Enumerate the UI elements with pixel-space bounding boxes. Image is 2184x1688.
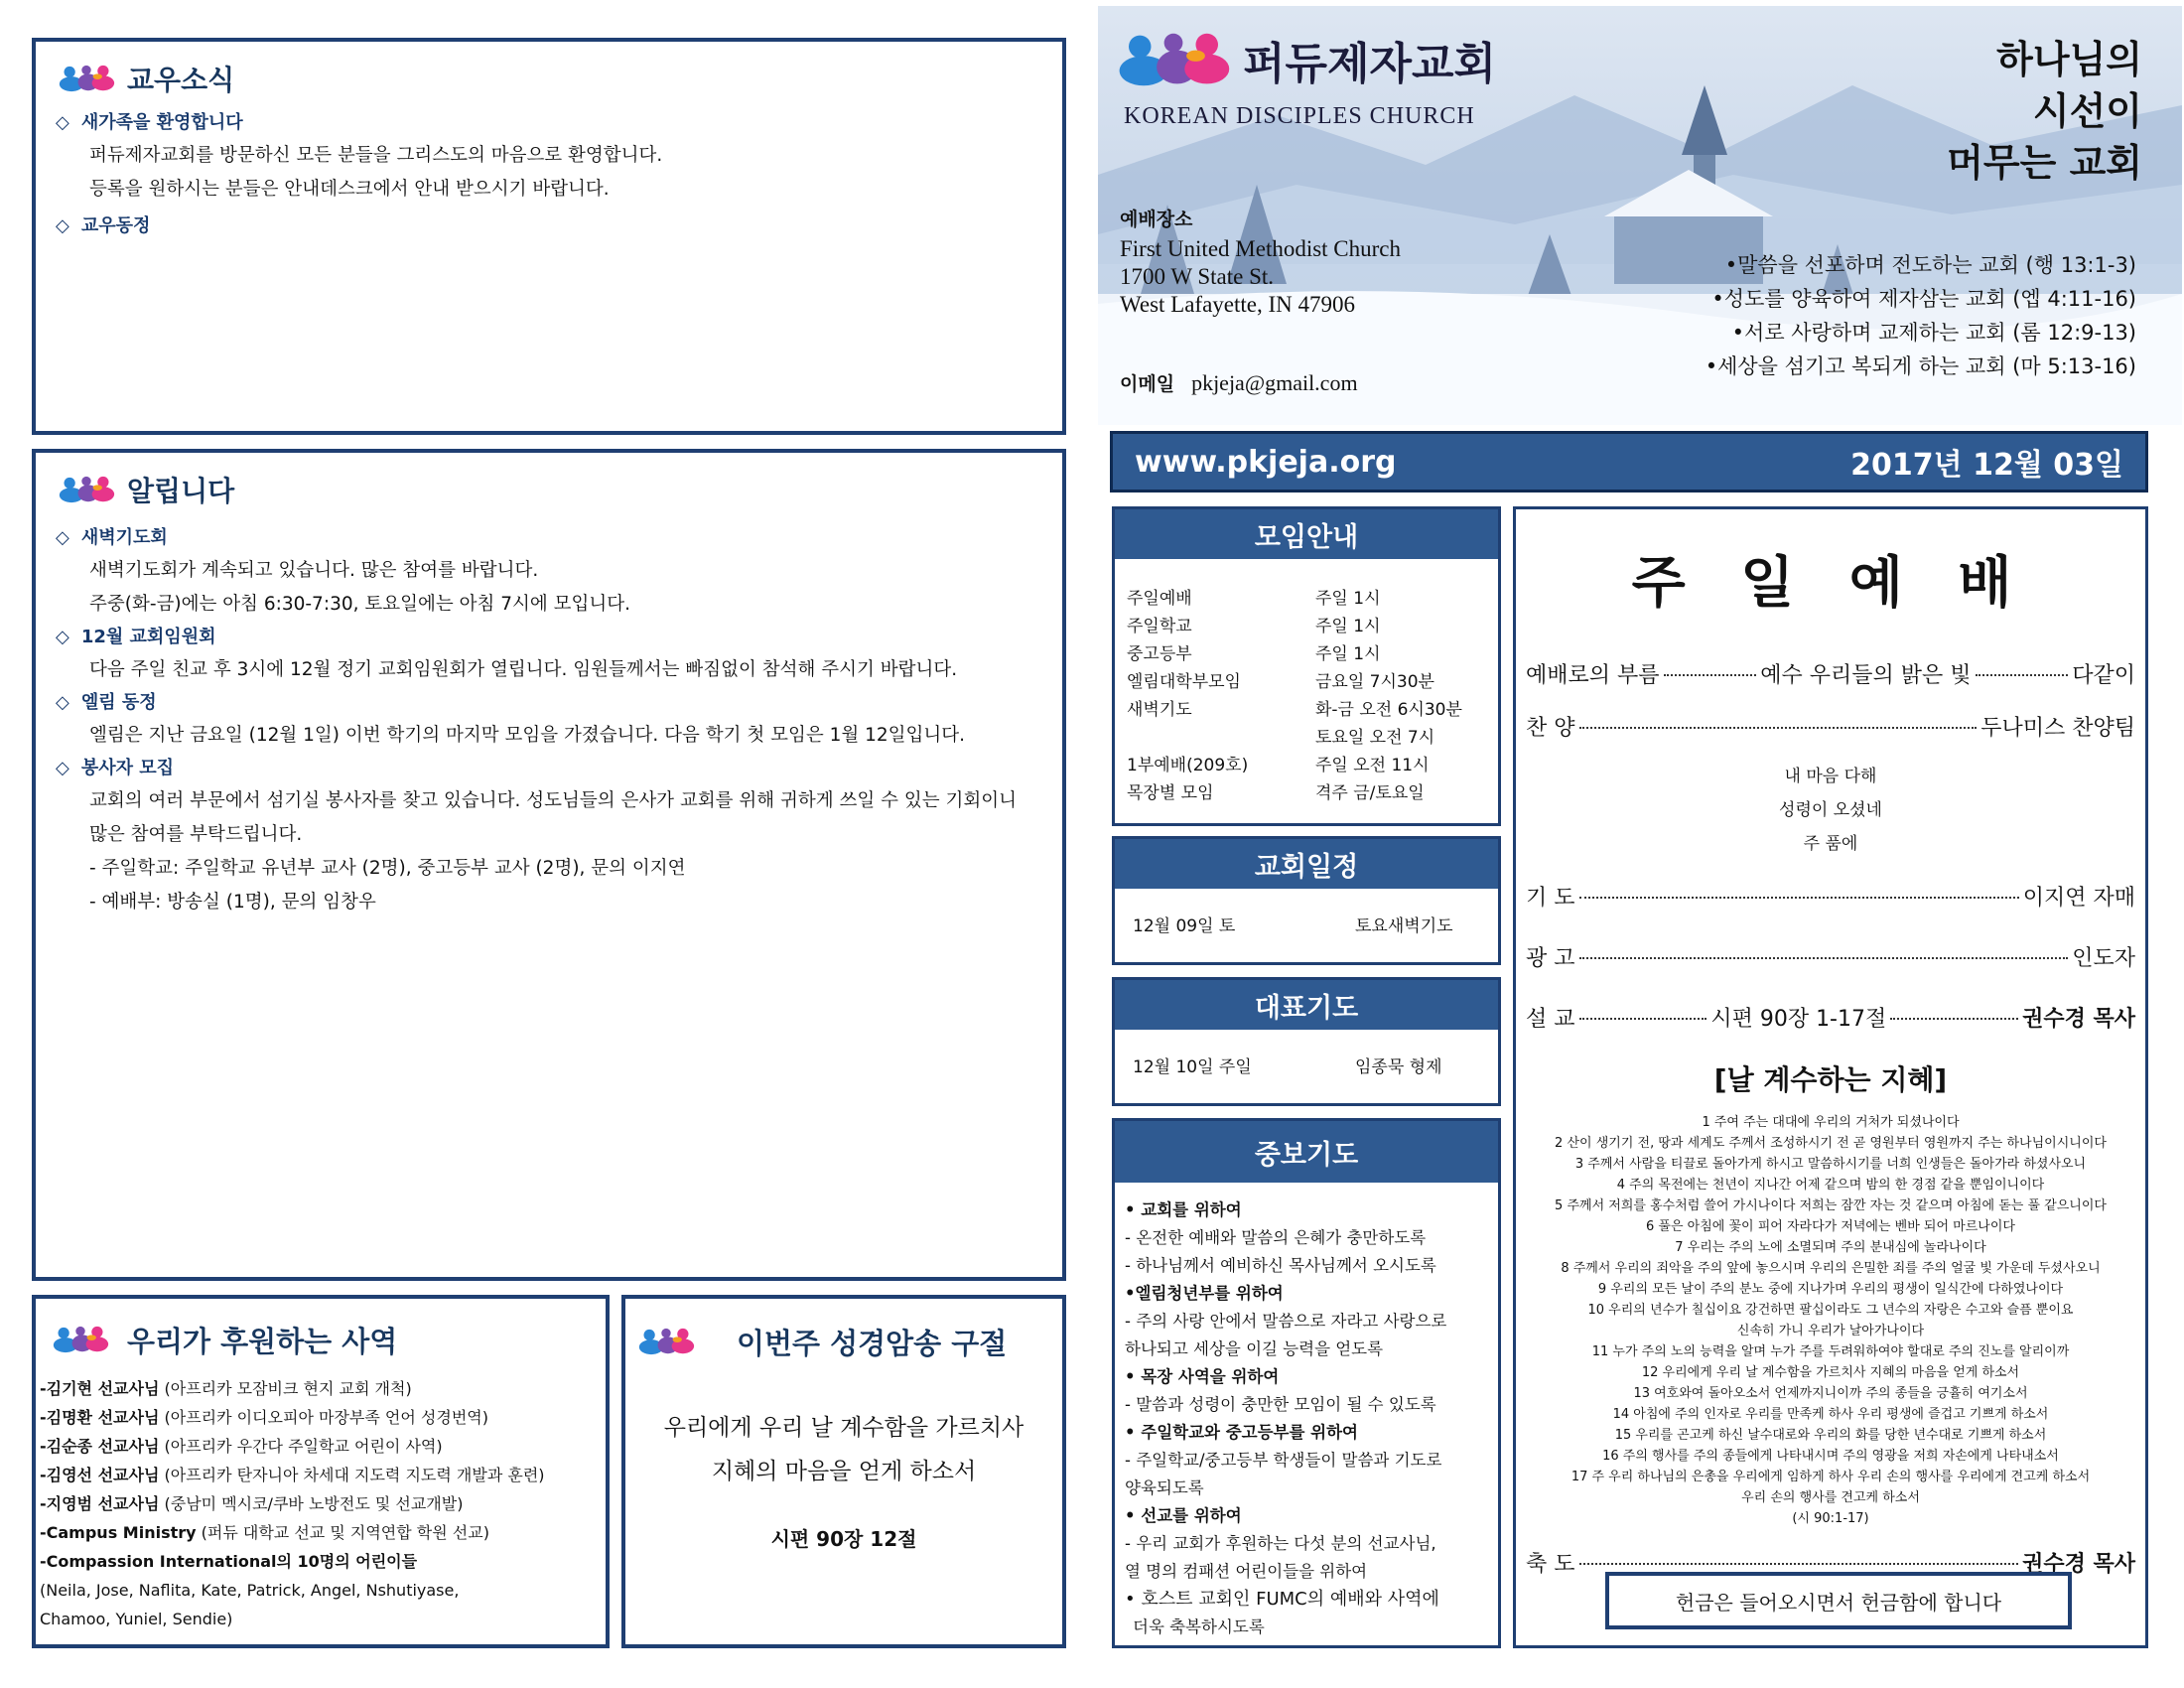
location-line: 1700 W State St. [1120, 264, 1275, 289]
church-logo-icon [1114, 30, 1233, 89]
intercession-line: 열 명의 컴패션 어린이들을 위하여 [1125, 1562, 1368, 1581]
intercession-head: • 선교를 위하여 [1125, 1506, 1242, 1525]
missions-title-row [40, 1315, 602, 1364]
intercession-head: • 교회를 위하여 [1125, 1200, 1242, 1219]
offering-note: 헌금은 들어오시면서 헌금함에 합니다 [1605, 1572, 2072, 1629]
website-date-bar [1110, 431, 2148, 492]
meeting-row: 1부예배(209호) 주일 오전 11시 [1127, 756, 1430, 775]
email-label: 이메일 [1120, 373, 1175, 395]
schedule-row: 12월 09일 토 토요새벽기도 [1133, 916, 1453, 936]
mission-item: -Campus Ministry (퍼듀 대학교 선교 및 지역연합 학원 선교) [40, 1523, 489, 1542]
order-sermon: 설 교 시편 90장 1-17절 권수경 목사 [1526, 1007, 2135, 1032]
church-name-kr: 퍼듀제자교회 [1243, 39, 1497, 89]
intercession-line: - 우리 교회가 후원하는 다섯 분의 선교사님, [1125, 1534, 1436, 1553]
memory-ref: 시편 90장 12절 [770, 1527, 917, 1551]
memory-title-row [635, 1317, 1052, 1366]
meeting-row: 새벽기도 화-금 오전 6시30분 [1127, 700, 1462, 720]
sermon-title: [날 계수하는 지혜] [1713, 1063, 1948, 1096]
email-link[interactable]: pkjeja@gmail.com [1191, 370, 1358, 395]
mission-item: -김순종 선교사님 (아프리카 우간다 주일학교 어린이 사역) [40, 1437, 443, 1456]
news-title: 교우소식 [127, 64, 235, 96]
vision-item: •서로 사랑하며 교제하는 교회 (롬 12:9-13) [1731, 321, 2136, 345]
notice-item-head: ◇ 봉사자 모집 [56, 753, 1042, 784]
motto [1947, 34, 2142, 189]
notice-item-line: 엘림은 지난 금요일 (12월 1일) 이번 학기의 마지막 모임을 가졌습니다. 다음 학기 첫 모임은 1월 12일입니다. [89, 725, 965, 746]
notice-item-line: 다음 주일 친교 후 3시에 12월 정기 교회임원회가 열립니다. 임원들께서는 빠짐없이 참석해 주시기 바랍니다. [89, 659, 958, 680]
rep-prayer-section [1112, 977, 1501, 1106]
memory-line: 지혜의 마음을 얻게 하소서 [711, 1459, 977, 1484]
motto-line: 하나님의 [1996, 38, 2142, 81]
vision-item: •성도를 양육하여 제자삼는 교회 (엡 4:11-16) [1711, 287, 2136, 311]
notice-item-head: ◇ 12월 교회임원회 [56, 622, 1042, 653]
order-praise: 찬 양 두나미스 찬양팀 [1526, 716, 2135, 741]
mission-children: Chamoo, Yuniel, Sendie) [40, 1610, 233, 1628]
order-call-to-worship: 예배로의 부름 예수 우리들의 밝은 빛 다같이 [1526, 663, 2135, 688]
intercession-line: - 주의 사랑 안에서 말씀으로 자라고 사랑으로 [1125, 1312, 1447, 1331]
email-block [1120, 369, 1358, 396]
church-name-en: KOREAN DISCIPLES CHURCH [1124, 103, 1475, 129]
missions-section [32, 1295, 610, 1648]
meeting-row: 주일예배 주일 1시 [1127, 589, 1381, 609]
notice-item-line: - 예배부: 방송실 (1명), 문의 임창우 [89, 892, 376, 913]
order-prayer: 기 도 이지연 자매 [1526, 886, 2135, 911]
rep-prayer-row: 12월 10일 주일 임종묵 형제 [1133, 1057, 1442, 1077]
church-logo-block [1114, 28, 1496, 91]
vision-item: •말씀을 선포하며 전도하는 교회 (행 13:1-3) [1724, 253, 2136, 277]
bulletin-date: 2017년 12월 03일 [1850, 448, 2123, 483]
schedule-section [1112, 836, 1501, 965]
notice-item-line: 교회의 여러 부문에서 섬기실 봉사자를 찾고 있습니다. 성도님들의 은사가 교회를 위해 귀하게 쓰일 수 있는 기회이니 [89, 790, 1018, 811]
intercession-line: • 호스트 교회인 FUMC의 예배와 사역에 [1125, 1589, 1439, 1610]
website-link[interactable]: www.pkjeja.org [1135, 444, 1397, 480]
notice-item-line: 새벽기도회가 계속되고 있습니다. 많은 참여를 바랍니다. [89, 560, 539, 581]
mission-item: -김영선 선교사님 (아프리카 탄자니아 차세대 지도력 지도력 개발과 훈련) [40, 1466, 545, 1484]
meetings-title: 모임안내 [1115, 509, 1498, 559]
church-logo-icon [56, 64, 117, 93]
intercession-title: 중보기도 [1115, 1121, 1498, 1183]
news-item-line: 등록을 원하시는 분들은 안내데스크에서 안내 받으시기 바랍니다. [89, 179, 610, 200]
vision-list [1706, 248, 2136, 383]
location-block [1120, 205, 1401, 319]
location-line: First United Methodist Church [1120, 236, 1402, 261]
intercession-line: 더욱 축복하시도록 [1133, 1618, 1265, 1636]
rep-prayer-title: 대표기도 [1115, 980, 1498, 1030]
mission-item: -김명환 선교사님 (아프리카 이디오피아 마장부족 언어 성경번역) [40, 1408, 488, 1427]
song-title: 성령이 오셨네 [1779, 800, 1882, 820]
vision-item: •세상을 섬기고 복되게 하는 교회 (마 5:13-16) [1705, 354, 2136, 378]
intercession-head: • 주일학교와 중고등부를 위하여 [1125, 1423, 1358, 1442]
notice-item-line: 주중(화-금)에는 아침 6:30-7:30, 토요일에는 아침 7시에 모입니다. [89, 594, 630, 615]
notice-item-head: ◇ 엘림 동정 [56, 687, 1042, 719]
mission-item: -김기현 선교사님 (아프리카 모잠비크 현지 교회 개척) [40, 1379, 412, 1398]
meeting-row: 엘림대학부모임 금요일 7시30분 [1127, 672, 1434, 692]
intercession-line: 하나되고 세상을 이길 능력을 얻도록 [1125, 1339, 1384, 1358]
worship-title: 주 일 예 배 [1631, 551, 2030, 616]
church-logo-icon [56, 475, 117, 504]
location-line: West Lafayette, IN 47906 [1120, 292, 1356, 317]
intercession-head: •엘림청년부를 위하여 [1125, 1284, 1284, 1303]
intercession-line: - 온전한 예배와 말씀의 은혜가 충만하도록 [1125, 1228, 1427, 1247]
memory-verse-section [621, 1295, 1066, 1648]
news-item-head: ◇ 교우동정 [56, 211, 1042, 242]
intercession-line: - 말씀과 성령이 충만한 모임이 될 수 있도록 [1125, 1395, 1436, 1414]
song-title: 주 품에 [1803, 834, 1858, 854]
notice-item-line: 많은 참여를 부탁드립니다. [89, 824, 303, 845]
intercession-head: • 목장 사역을 위하여 [1125, 1367, 1280, 1386]
meeting-row: 중고등부 주일 1시 [1127, 644, 1381, 664]
psalm-text: 1 주여 주는 대대에 우리의 거처가 되셨나이다 2 산이 생기기 전, 땅과 세계도 주께서 조성하시기 전 곧 영원부터 영원까지 주는 하나님이시니이다 3 주께서 사람을 티끌로 돌아가게 하시고 말씀하시기를 너희 인생들은 돌아가라 하셨사오니 4 주의 목전에는 천년이 지나간 어제 같으며 밤의 한 경점 같을 뿐임이니이다 5 주께서 저희를 홍수처럼 쓸어 가시나이다 저희는 잠깐 자는 것 같으며 아침에 돋는 풀 같으니이다 6 풀은 아침에 꽃이 피어 자라다가 저녁에는 벤바 되어 마르나이다 7 우리는 주의 노에 소멸되며 주의 분내심에 놀라나이다 8 주께서 우리의 죄악을 주의 앞에 놓으시며 우리의 은밀한 죄를 주의 얼굴 빛 가운데 두셨사오니 9 우리의 모든 날이 주의 분노 중에 지나가며 우리의 평생이 일식간에 다하였나이다 10 우리의 년수가 칠십이요 강건하면 팔십이라도 그 년수의 자랑은 수고와 슬픔 뿐이요 신속히 가니 우리가 날아가나이다 11 누가 주의 노의 능력을 알며 누가 주를 두려워하여야 할대로 주의 진노를 알리이까 12 우리에게 우리 날 계수함을 가르치사 지혜의 마음을 얻게 하소서 13 여호와여 돌아오소서 언제까지니이까 주의 종들을 긍휼히 여기소서 14 아침에 주의 인자로 우리를 만족케 하사 우리 평생에 즐겁고 기쁘게 하소서 15 우리를 곤고케 하신 날수대로와 우리의 화를 당한 년수대로 기쁘게 하소서 16 주의 행사를 주의 종들에게 나타내시며 주의 영광을 저희 자손에게 나타내소서 17 주 우리 하나님의 은총을 우리에게 임하게 하사 우리 손의 행사를 우리에게 견고케 하소서 우리 손의 행사를 견고케 하소서 (시 90:1-17) [1555, 1115, 2107, 1526]
worship-order-section [1513, 506, 2148, 1648]
hero-header [1098, 6, 2182, 425]
notices-section [32, 449, 1066, 1281]
order-benediction: 축 도 권수경 목사 [1526, 1552, 2135, 1577]
meetings-section [1112, 506, 1501, 826]
news-title-row [56, 56, 1042, 101]
intercession-line: - 주일학교/중고등부 학생들이 말씀과 기도로 [1125, 1451, 1442, 1470]
memory-line: 우리에게 우리 날 계수함을 가르치사 [663, 1415, 1024, 1441]
meeting-row: 목장별 모임 격주 금/토요일 [1127, 783, 1425, 803]
order-announcements: 광 고 인도자 [1526, 946, 2135, 971]
notice-item-line: - 주일학교: 주일학교 유년부 교사 (2명), 중고등부 교사 (2명), 문의 이지연 [89, 858, 686, 879]
notices-title: 알립니다 [127, 475, 235, 507]
intercession-line: - 하나님께서 예비하신 목사님께서 오시도록 [1125, 1256, 1436, 1275]
church-logo-icon [635, 1327, 697, 1356]
song-title: 내 마음 다해 [1784, 767, 1877, 786]
church-logo-icon [50, 1325, 111, 1354]
mission-item: -Compassion International의 10명의 어린이들 [40, 1552, 418, 1571]
notices-title-row [56, 467, 1042, 512]
location-label: 예배장소 [1120, 209, 1193, 230]
news-section [32, 38, 1066, 435]
intercession-line: 양육되도록 [1125, 1478, 1204, 1497]
memory-title: 이번주 성경암송 구절 [737, 1326, 1008, 1360]
motto-line: 시선이 [2032, 89, 2142, 133]
meeting-row: 주일학교 주일 1시 [1127, 617, 1381, 636]
missions-title: 우리가 후원하는 사역 [127, 1324, 398, 1358]
intercession-section [1112, 1118, 1501, 1648]
news-item-line: 퍼듀제자교회를 방문하신 모든 분들을 그리스도의 마음으로 환영합니다. [89, 145, 663, 166]
mission-children: (Neila, Jose, Naflita, Kate, Patrick, Angel, Nshutiyase, [40, 1581, 460, 1600]
schedule-title: 교회일정 [1115, 839, 1498, 889]
news-item-head: ◇ 새가족을 환영합니다 [56, 107, 1042, 139]
motto-line: 머무는 교회 [1947, 141, 2142, 185]
notice-item-head: ◇ 새벽기도회 [56, 522, 1042, 554]
mission-item: -지영범 선교사님 (중남미 멕시코/쿠바 노방전도 및 선교개발) [40, 1494, 464, 1513]
meeting-row: 토요일 오전 7시 [1315, 728, 1435, 748]
